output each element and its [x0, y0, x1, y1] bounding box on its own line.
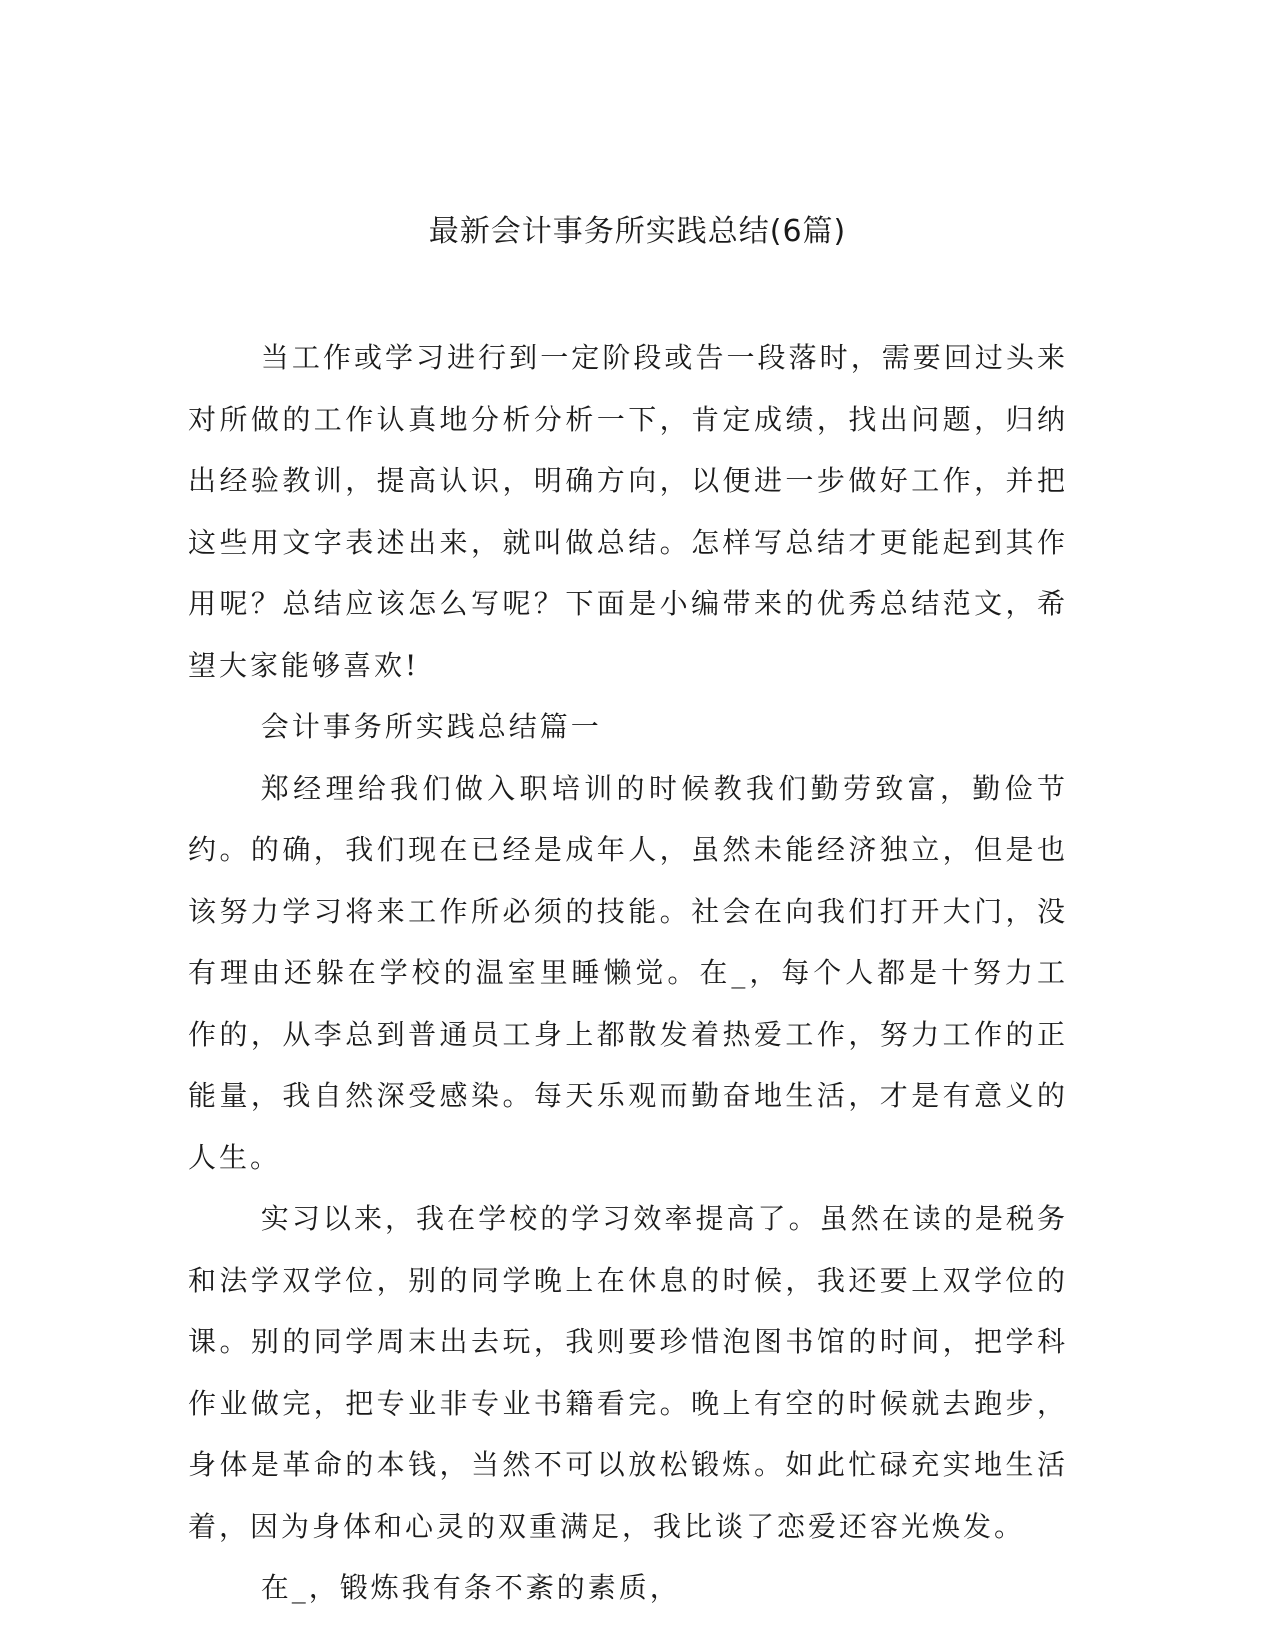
section-heading: 会计事务所实践总结篇一 [260, 710, 602, 743]
body-paragraph-3: 在_，锻炼我有条不紊的素质， [260, 1571, 681, 1604]
intro-paragraph: 当工作或学习进行到一定阶段或告一段落时，需要回过头来对所做的工作认真地分析分析一下，肯定成绩，找出问题，归纳出经验教训，提高认识，明确方向，以便进一步做好工作，并把这些用文字表述出来，就叫做总结。怎样写总结才更能起到其作用呢？总结应该怎么写呢？下面是小编带来的优秀总结范文，希望大家能够喜欢! [188, 341, 1068, 682]
body-paragraph-2: 实习以来，我在学校的学习效率提高了。虽然在读的是税务和法学双学位，别的同学晚上在休息的时候，我还要上双学位的课。别的同学周末出去玩，我则要珍惜泡图书馆的时间，把学科作业做完，把专业非专业书籍看完。晚上有空的时候就去跑步，身体是革命的本钱，当然不可以放松锻炼。如此忙碌充实地生活着，因为身体和心灵的双重满足，我比谈了恋爱还容光焕发。 [188, 1202, 1068, 1543]
document-body [188, 327, 1068, 1619]
body-paragraph-1: 郑经理给我们做入职培训的时候教我们勤劳致富，勤俭节约。的确，我们现在已经是成年人，虽然未能经济独立，但是也该努力学习将来工作所必须的技能。社会在向我们打开大门，没有理由还躲在学校的温室里睡懒觉。在_，每个人都是十努力工作的，从李总到普通员工身上都散发着热爱工作，努力工作的正能量，我自然深受感染。每天乐观而勤奋地生活，才是有意义的人生。 [188, 771, 1068, 1174]
document-title: 最新会计事务所实践总结(6篇) [428, 214, 847, 249]
